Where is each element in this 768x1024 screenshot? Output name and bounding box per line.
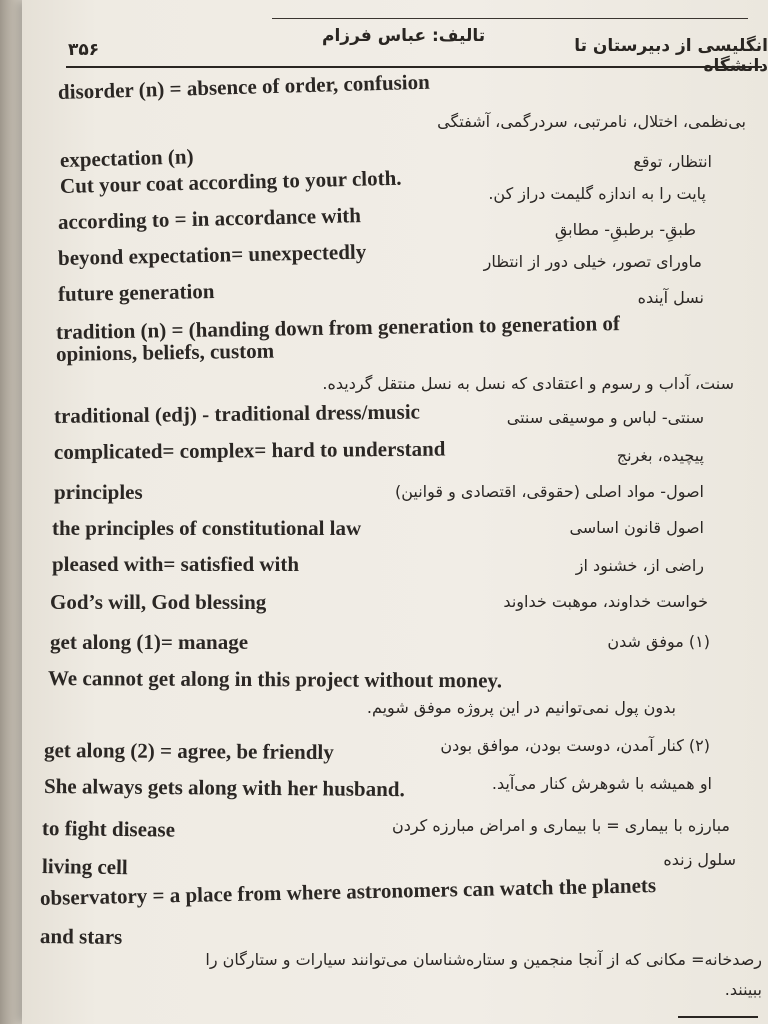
entry-tradition-en: tradition (n) = (handing down from generation to generation of xyxy=(55,311,621,344)
entry-disorder-en: disorder (n) = absence of order, confusion xyxy=(57,69,431,104)
entry-pleased-with-en: pleased with= satisfied with xyxy=(52,552,300,576)
entry-get-along-example-en: We cannot get along in this project without money. xyxy=(47,666,503,693)
entry-expectation-fa: انتظار، توقع xyxy=(633,152,712,171)
entry-get-along-example-fa: بدون پول نمی‌توانیم در این پروژه موفق شویم. xyxy=(366,698,676,717)
book-title: انگلیسی از دبیرستان تا دانشگاه xyxy=(574,36,768,76)
entry-gods-will-en: God’s will, God blessing xyxy=(50,590,267,614)
entry-get-along-1-en: get along (1)= manage xyxy=(50,630,249,654)
entry-get-along-2-en: get along (2) = agree, be friendly xyxy=(43,738,334,765)
entry-observatory-fa: رصدخانه= مکانی که از آنجا منجمین و ستاره‌شناسان می‌توانند سیارات و ستارگان را xyxy=(205,950,762,969)
entry-expectation-en: expectation (n) xyxy=(59,144,194,172)
entry-tradition-fa: سنت، آداب و رسوم و اعتقادی که نسل به نسل منتقل گردیده. xyxy=(322,374,734,393)
entry-traditional-fa: سنتی- لباس و موسیقی سنتی xyxy=(506,408,704,427)
header-rule xyxy=(66,66,762,68)
entry-tradition-en-cont: opinions, beliefs, custom xyxy=(55,338,275,366)
entry-husband-example-en: She always gets along with her husband. xyxy=(43,774,405,802)
entry-cut-coat-fa: پایت را به اندازه گلیمت دراز کن. xyxy=(488,184,706,203)
entry-beyond-expectation-fa: ماورای تصور، خیلی دور از انتظار xyxy=(483,252,702,271)
entry-according-to-fa: طبقِ- برطبقِ- مطابقِ xyxy=(554,220,696,239)
footer-rule-fragment xyxy=(678,1016,758,1024)
entry-observatory-en-cont: and stars xyxy=(39,924,123,949)
entry-constitutional-law-en: the principles of constitutional law xyxy=(52,516,362,540)
entry-observatory-fa-cont: ببینند. xyxy=(724,980,762,999)
entry-according-to-en: according to = in accordance with xyxy=(57,203,362,234)
entry-living-cell-fa: سلول زنده xyxy=(663,850,736,869)
header-top-rule xyxy=(272,18,748,19)
entry-pleased-with-fa: راضی از، خشنود از xyxy=(575,556,704,575)
entry-future-generation-fa: نسل آینده xyxy=(637,288,704,307)
entry-living-cell-en: living cell xyxy=(41,854,128,880)
entry-future-generation-en: future generation xyxy=(57,278,215,306)
entry-complicated-fa: پیچیده، بغرنج xyxy=(616,446,704,465)
entry-complicated-en: complicated= complex= hard to understand xyxy=(53,436,446,464)
entry-husband-example-fa: او همیشه با شوهرش کنار می‌آید. xyxy=(491,774,712,793)
entry-beyond-expectation-en: beyond expectation= unexpectedly xyxy=(57,239,367,270)
entry-traditional-en: traditional (edj) - traditional dress/music xyxy=(53,399,421,428)
entry-constitutional-law-fa: اصول قانون اساسی xyxy=(569,518,704,537)
entry-principles-fa: اصول- مواد اصلی (حقوقی، اقتصادی و قوانین) xyxy=(394,482,704,501)
book-spine-shadow xyxy=(0,0,22,1024)
entry-get-along-2-fa: (۲) کنار آمدن، دوست بودن، موافق بودن xyxy=(440,736,710,755)
author-credit: تالیف: عباس فرزام xyxy=(322,26,486,46)
entry-fight-disease-fa: مبارزه با بیماری = با بیماری و امراض مبارزه کردن xyxy=(391,816,730,835)
book-page xyxy=(22,0,768,1024)
entry-gods-will-fa: خواست خداوند، موهبت خداوند xyxy=(503,592,708,611)
entry-disorder-fa: بی‌نظمی، اختلال، نامرتبی، سردرگمی، آشفتگی xyxy=(437,112,746,131)
entry-get-along-1-fa: (۱) موفق شدن xyxy=(607,632,710,651)
entry-observatory-en: observatory = a place from where astronomers can watch the planets xyxy=(39,873,657,910)
entry-fight-disease-en: to fight disease xyxy=(41,816,176,842)
entry-cut-coat-en: Cut your coat according to your cloth. xyxy=(59,165,402,198)
page-number: ۳۵۶ xyxy=(68,40,100,60)
entry-principles-en: principles xyxy=(54,480,143,504)
